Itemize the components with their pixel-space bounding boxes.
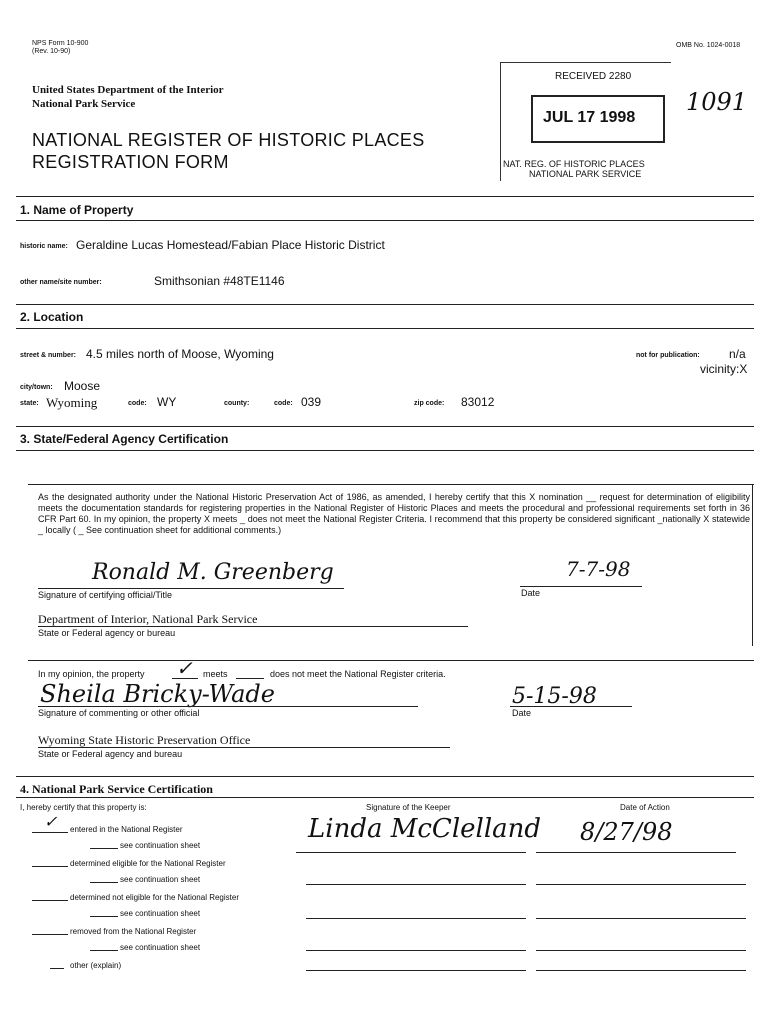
historic-name-value: Geraldine Lucas Homestead/Fabian Place Historic District <box>76 238 385 252</box>
stamp-line1: NAT. REG. OF HISTORIC PLACES <box>503 159 645 169</box>
department-name: United States Department of the Interior <box>32 84 224 96</box>
historic-name-label: historic name: <box>20 243 68 250</box>
form-title-line1: NATIONAL REGISTER OF HISTORIC PLACES <box>32 130 425 150</box>
zip-value: 83012 <box>461 395 495 409</box>
section-4-heading: 4. National Park Service Certification <box>20 782 213 796</box>
commenting-signature: Sheila Bricky-Wade <box>40 680 275 708</box>
item-eligible-label: determined eligible for the National Register <box>70 859 226 868</box>
city-value: Moose <box>64 379 101 393</box>
item-entered-cont: see continuation sheet <box>120 841 201 850</box>
county-code-label: code: <box>274 400 293 407</box>
certification-text: As the designated authority under the National Historic Preservation Act of 1986, as amended, I hereby certify that this X nomination __ request for determination of eligibility meets the documentation standards for registering properties in the National Register of Historic Places and meets the procedural and professional requirements set forth in 36 CFR Part 60. In my opinion, the property X meets _ does not meet the National Register Criteria. I recommend that this property be considered significant _nationally X statewide _ locally ( _ See continuation sheet for additional comments.) <box>38 492 750 535</box>
form-number: NPS Form 10-900 <box>32 40 89 47</box>
received-stamp <box>500 62 671 181</box>
state-label: state: <box>20 400 39 407</box>
stamp-line2: NATIONAL PARK SERVICE <box>529 169 642 179</box>
other-name-value: Smithsonian #48TE1146 <box>154 274 285 288</box>
section-3-heading: 3. State/Federal Agency Certification <box>20 432 229 446</box>
agency-2-label: State or Federal agency and bureau <box>38 749 183 759</box>
item-removed-label: removed from the National Register <box>70 927 197 936</box>
not-for-publication-value: n/a <box>729 347 746 361</box>
service-name: National Park Service <box>32 98 136 110</box>
county-label: county: <box>224 400 250 407</box>
keeper-signature: Linda McClelland <box>308 814 542 844</box>
state-value: Wyoming <box>46 395 98 410</box>
stamp-received: RECEIVED 2280 <box>555 71 632 82</box>
item-not-eligible-label: determined not eligible for the National Register <box>70 893 239 902</box>
section-1-heading: 1. Name of Property <box>20 203 134 217</box>
agency-1-value: Department of Interior, National Park Service <box>38 612 258 626</box>
stamp-date: JUL 17 1998 <box>543 109 636 126</box>
opinion-meets-checkmark: ✓ <box>176 656 193 680</box>
date-of-action-label: Date of Action <box>620 803 670 812</box>
agency-2-value: Wyoming State Historic Preservation Office <box>38 733 251 747</box>
date-of-action-value: 8/27/98 <box>580 818 673 846</box>
opinion-text: In my opinion, the property <box>38 669 145 679</box>
section-4-intro: I, hereby certify that this property is: <box>20 803 147 812</box>
county-code-value: 039 <box>301 395 322 409</box>
certifying-date-label: Date <box>521 588 541 598</box>
other-name-label: other name/site number: <box>20 279 102 286</box>
handwritten-number: 1091 <box>686 88 748 116</box>
opinion-meets-label: meets <box>203 669 228 679</box>
zip-label: zip code: <box>414 400 445 407</box>
agency-1-label: State or Federal agency or bureau <box>38 628 176 638</box>
form-title-line2: REGISTRATION FORM <box>32 152 229 172</box>
not-for-publication-label: not for publication: <box>636 352 700 359</box>
item-eligible-cont: see continuation sheet <box>120 875 201 884</box>
item-entered-label: entered in the National Register <box>70 825 183 834</box>
vicinity-value: vicinity:X <box>700 362 748 376</box>
entered-checkmark: ✓ <box>44 812 58 831</box>
form-revision: (Rev. 10-90) <box>32 48 71 55</box>
street-value: 4.5 miles north of Moose, Wyoming <box>86 347 274 361</box>
item-other-label: other (explain) <box>70 961 122 970</box>
city-label: city/town: <box>20 384 53 391</box>
commenting-date: 5-15-98 <box>512 684 597 709</box>
item-removed-cont: see continuation sheet <box>120 943 201 952</box>
section-2-heading: 2. Location <box>20 310 84 324</box>
omb-number: OMB No. 1024-0018 <box>676 42 741 49</box>
state-code-label: code: <box>128 400 147 407</box>
opinion-rest-text: does not meet the National Register criteria. <box>270 669 446 679</box>
commenting-signature-label: Signature of commenting or other official <box>38 708 200 718</box>
certifying-date: 7-7-98 <box>566 557 631 581</box>
street-label: street & number: <box>20 352 77 359</box>
state-code-value: WY <box>157 395 177 409</box>
commenting-date-label: Date <box>512 708 532 718</box>
item-not-eligible-cont: see continuation sheet <box>120 909 201 918</box>
stamp-date-box <box>531 95 665 143</box>
keeper-signature-label: Signature of the Keeper <box>366 803 451 812</box>
certifying-signature-label: Signature of certifying official/Title <box>38 590 173 600</box>
certifying-signature: Ronald M. Greenberg <box>92 560 334 585</box>
